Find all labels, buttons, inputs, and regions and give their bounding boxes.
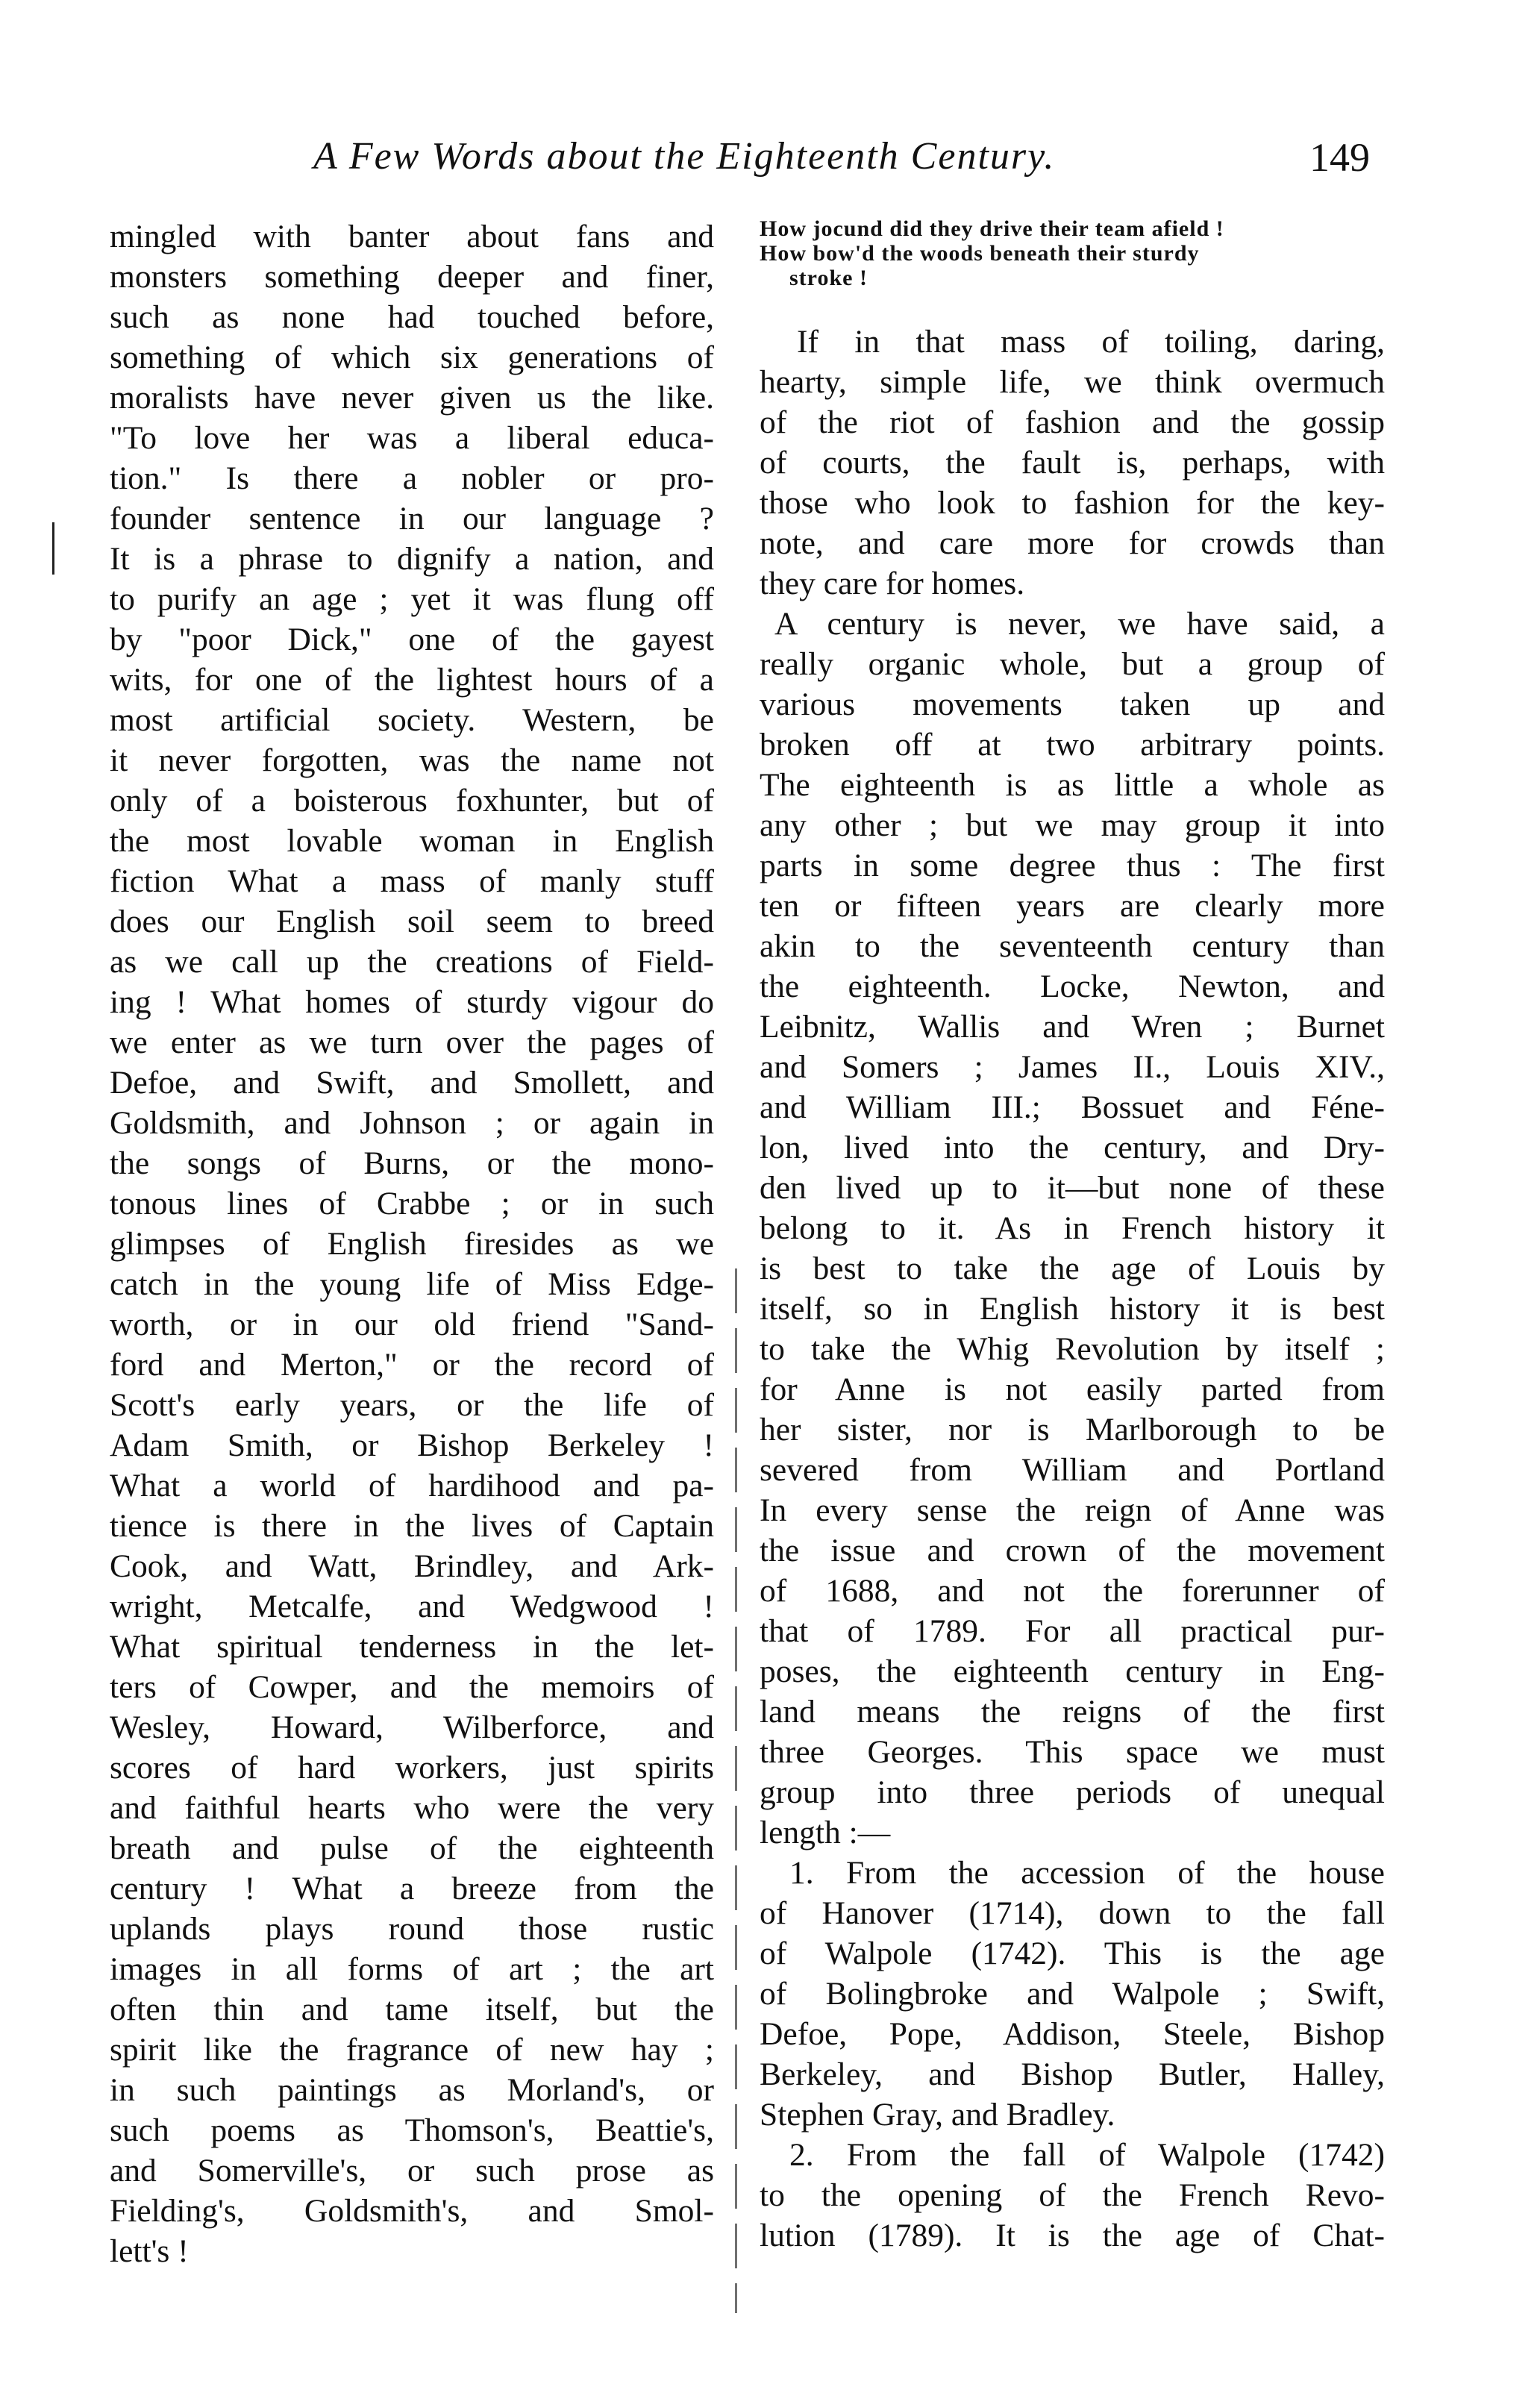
text-line: Goldsmith, and Johnson ; or again in: [110, 1105, 714, 1141]
text-line: as we call up the creations of Field-: [110, 944, 714, 980]
text-line: the eighteenth. Locke, Newton, and: [760, 969, 1385, 1004]
text-line: to purify an age ; yet it was flung off: [110, 581, 714, 617]
text-line: What a world of hardihood and pa-: [110, 1468, 714, 1504]
text-line: of courts, the fault is, perhaps, with: [760, 445, 1385, 481]
text-line: tonous lines of Crabbe ; or in such: [110, 1186, 714, 1221]
text-line: for Anne is not easily parted from: [760, 1371, 1385, 1407]
text-line: broken off at two arbitrary points.: [760, 727, 1385, 763]
text-line: in such paintings as Morland's, or: [110, 2072, 714, 2108]
text-line: such poems as Thomson's, Beattie's,: [110, 2112, 714, 2148]
text-line: group into three periods of unequal: [760, 1774, 1385, 1810]
text-line: land means the reigns of the first: [760, 1694, 1385, 1730]
text-line: it never forgotten, was the name not: [110, 742, 714, 778]
text-line: to take the Whig Revolution by itself ;: [760, 1331, 1385, 1367]
text-line: those who look to fashion for the key-: [760, 485, 1385, 521]
text-line: Stephen Gray, and Bradley.: [760, 2097, 1115, 2133]
running-head: A Few Words about the Eighteenth Century.: [313, 135, 1056, 178]
text-line: parts in some degree thus : The first: [760, 848, 1385, 883]
verse-quotation: [760, 216, 1385, 290]
text-line: really organic whole, but a group of: [760, 646, 1385, 682]
text-line: Leibnitz, Wallis and Wren ; Burnet: [760, 1009, 1385, 1045]
text-line: of the riot of fashion and the gossip: [760, 404, 1385, 440]
text-line: Scott's early years, or the life of: [110, 1387, 714, 1423]
left-column: [110, 216, 714, 2271]
text-line: 2. From the fall of Walpole (1742): [789, 2137, 1385, 2173]
text-line: and faithful hearts who were the very: [110, 1790, 714, 1826]
text-line: only of a boisterous foxhunter, but of: [110, 783, 714, 819]
text-line: monsters something deeper and finer,: [110, 259, 714, 295]
text-line: What spiritual tenderness in the let-: [110, 1629, 714, 1665]
text-line: 1. From the accession of the house: [789, 1855, 1385, 1891]
text-line: ten or fifteen years are clearly more: [760, 888, 1385, 924]
text-line: to the opening of the French Revo-: [760, 2177, 1385, 2213]
text-line: by "poor Dick," one of the gayest: [110, 622, 714, 657]
page-number: 149: [1309, 135, 1370, 180]
text-line: moralists have never given us the like.: [110, 380, 714, 416]
text-line: tience is there in the lives of Captain: [110, 1508, 714, 1544]
right-column: [760, 216, 1385, 2256]
text-line: the songs of Burns, or the mono-: [110, 1145, 714, 1181]
text-line: the issue and crown of the movement: [760, 1533, 1385, 1568]
text-line: ford and Merton," or the record of: [110, 1347, 714, 1383]
gutter-rule: [735, 1268, 737, 2313]
text-line: tion." Is there a nobler or pro-: [110, 460, 714, 496]
text-line: hearty, simple life, we think overmuch: [760, 364, 1385, 400]
text-line: lution (1789). It is the age of Chat-: [760, 2218, 1385, 2253]
text-line: scores of hard workers, just spirits: [110, 1750, 714, 1786]
text-line: any other ; but we may group it into: [760, 807, 1385, 843]
text-line: of 1688, and not the forerunner of: [760, 1573, 1385, 1609]
text-line: glimpses of English firesides as we: [110, 1226, 714, 1262]
text-line: The eighteenth is as little a whole as: [760, 767, 1385, 803]
text-line: lett's !: [110, 2233, 189, 2269]
text-line: of Walpole (1742). This is the age: [760, 1936, 1385, 1971]
text-line: Cook, and Watt, Brindley, and Ark-: [110, 1548, 714, 1584]
text-line: breath and pulse of the eighteenth: [110, 1830, 714, 1866]
text-line: severed from William and Portland: [760, 1452, 1385, 1488]
margin-mark: [52, 522, 54, 575]
text-line: belong to it. As in French history it: [760, 1210, 1385, 1246]
text-line: itself, so in English history it is best: [760, 1291, 1385, 1327]
text-line: most artificial society. Western, be: [110, 702, 714, 738]
text-line: Defoe, and Swift, and Smollett, and: [110, 1065, 714, 1101]
text-line: spirit like the fragrance of new hay ;: [110, 2032, 714, 2068]
text-line: of Hanover (1714), down to the fall: [760, 1895, 1385, 1931]
text-line: Berkeley, and Bishop Butler, Halley,: [760, 2056, 1385, 2092]
text-line: worth, or in our old friend "Sand-: [110, 1307, 714, 1342]
text-line: and Somers ; James II., Louis XIV.,: [760, 1049, 1385, 1085]
text-line: catch in the young life of Miss Edge-: [110, 1266, 714, 1302]
text-line: fiction What a mass of manly stuff: [110, 863, 714, 899]
text-line: den lived up to it—but none of these: [760, 1170, 1385, 1206]
text-line: ing ! What homes of sturdy vigour do: [110, 984, 714, 1020]
verse-line: How jocund did they drive their team afield !: [760, 216, 1224, 241]
text-line: In every sense the reign of Anne was: [760, 1492, 1385, 1528]
text-line: Wesley, Howard, Wilberforce, and: [110, 1709, 714, 1745]
text-line: A century is never, we have said, a: [774, 606, 1385, 642]
text-line: ters of Cowper, and the memoirs of: [110, 1669, 714, 1705]
text-line: It is a phrase to dignify a nation, and: [110, 541, 714, 577]
text-line: Adam Smith, or Bishop Berkeley !: [110, 1427, 714, 1463]
text-line: and William III.; Bossuet and Féne-: [760, 1089, 1385, 1125]
text-line: lon, lived into the century, and Dry-: [760, 1130, 1385, 1166]
text-line: we enter as we turn over the pages of: [110, 1024, 714, 1060]
text-line: of Bolingbroke and Walpole ; Swift,: [760, 1976, 1385, 2012]
text-line: poses, the eighteenth century in Eng-: [760, 1654, 1385, 1689]
text-line: they care for homes.: [760, 566, 1025, 601]
text-line: and Somerville's, or such prose as: [110, 2153, 714, 2189]
text-line: century ! What a breeze from the: [110, 1871, 714, 1906]
text-line: three Georges. This space we must: [760, 1734, 1385, 1770]
text-line: uplands plays round those rustic: [110, 1911, 714, 1947]
text-line: images in all forms of art ; the art: [110, 1951, 714, 1987]
text-line: akin to the seventeenth century than: [760, 928, 1385, 964]
text-line: note, and care more for crowds than: [760, 525, 1385, 561]
text-line: founder sentence in our language ?: [110, 501, 714, 536]
text-line: does our English soil seem to breed: [110, 904, 714, 939]
text-line: that of 1789. For all practical pur-: [760, 1613, 1385, 1649]
text-line: mingled with banter about fans and: [110, 219, 714, 254]
text-line: wits, for one of the lightest hours of a: [110, 662, 714, 698]
text-line: often thin and tame itself, but the: [110, 1992, 714, 2027]
text-line: wright, Metcalfe, and Wedgwood !: [110, 1589, 714, 1624]
verse-line: stroke !: [789, 266, 868, 290]
text-line: such as none had touched before,: [110, 299, 714, 335]
text-line: If in that mass of toiling, daring,: [797, 324, 1385, 360]
text-line: various movements taken up and: [760, 686, 1385, 722]
text-line: length :—: [760, 1815, 891, 1850]
text-line: her sister, nor is Marlborough to be: [760, 1412, 1385, 1448]
text-line: the most lovable woman in English: [110, 823, 714, 859]
text-line: Defoe, Pope, Addison, Steele, Bishop: [760, 2016, 1385, 2052]
text-line: something of which six generations of: [110, 340, 714, 375]
text-line: "To love her was a liberal educa-: [110, 420, 714, 456]
text-line: is best to take the age of Louis by: [760, 1251, 1385, 1286]
text-line: Fielding's, Goldsmith's, and Smol-: [110, 2193, 714, 2229]
verse-line: How bow'd the woods beneath their sturdy: [760, 241, 1200, 266]
